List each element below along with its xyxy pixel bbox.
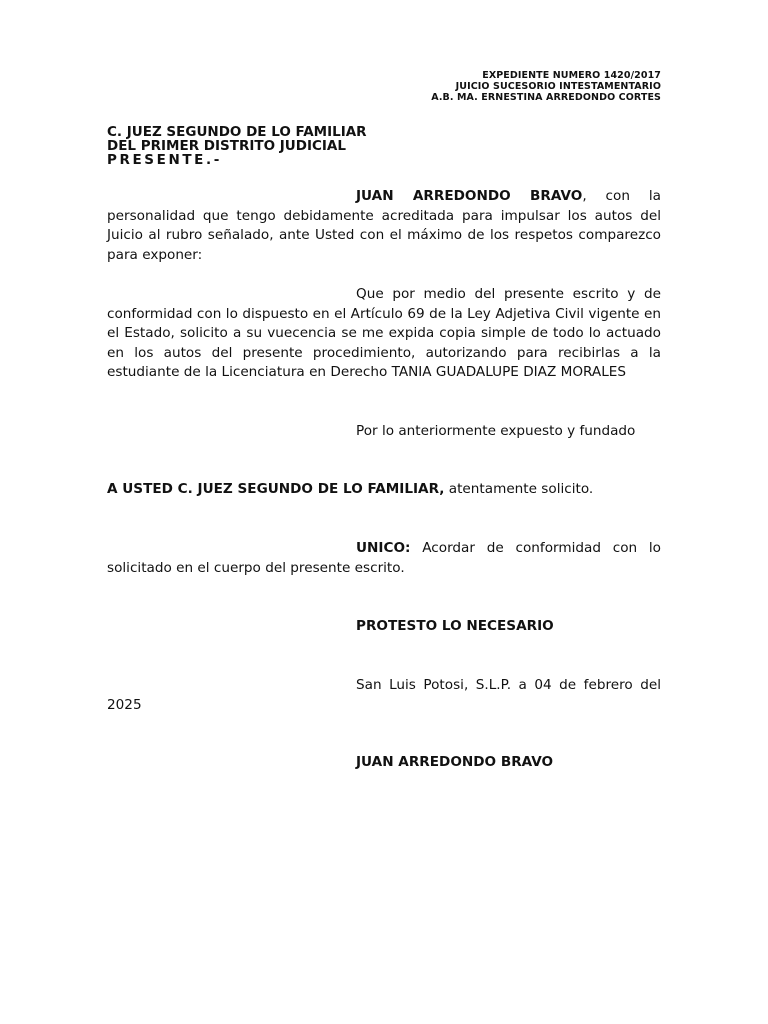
case-header bbox=[431, 70, 661, 103]
case-number: EXPEDIENTE NUMERO 1420/2017 bbox=[482, 70, 661, 81]
petition-paragraph bbox=[107, 480, 661, 500]
request-text: Que por medio del presente escrito y de conformidad con lo dispuesto en el Artículo 69 de la Ley Adjetiva Civil vigente en el Estado, solicito a su vuecencia se me expida copia simple de todo lo actuado en los autos del presente procedimiento, autorizando para recibirlas a la estudiante de la Licenciatura en Derecho TANIA GUADALUPE DIAZ MORALES bbox=[107, 286, 661, 380]
protesto-line: PROTESTO LO NECESARIO bbox=[356, 618, 554, 634]
addressee-district: DEL PRIMER DISTRITO JUDICIAL bbox=[107, 138, 346, 154]
unico-label: UNICO: bbox=[356, 540, 411, 556]
signature-name: JUAN ARREDONDO BRAVO bbox=[356, 754, 554, 770]
date-paragraph bbox=[107, 676, 661, 715]
case-type: JUICIO SUCESORIO INTESTAMENTARIO bbox=[455, 81, 661, 92]
unico-text: Acordar de conformidad con lo solicitado en el cuerpo del presente escrito. bbox=[107, 540, 661, 576]
addressee-presente: PRESENTE.- bbox=[107, 152, 222, 168]
petition-addressee: A USTED C. JUEZ SEGUNDO DE LO FAMILIAR, bbox=[107, 481, 445, 497]
intro-paragraph bbox=[107, 187, 661, 265]
closing-line: Por lo anteriormente expuesto y fundado bbox=[356, 423, 636, 439]
petitioner-name: JUAN ARREDONDO BRAVO bbox=[356, 188, 583, 204]
case-attorney: A.B. MA. ERNESTINA ARREDONDO CORTES bbox=[431, 92, 661, 103]
date-text: San Luis Potosi, S.L.P. a 04 de febrero del 2025 bbox=[107, 677, 661, 713]
addressee-judge: C. JUEZ SEGUNDO DE LO FAMILIAR bbox=[107, 124, 367, 140]
unico-paragraph bbox=[107, 539, 661, 578]
request-paragraph bbox=[107, 285, 661, 383]
intro-text: , con la personalidad que tengo debidamente acreditada para impulsar los autos del Juicio al rubro señalado, ante Usted con el máximo de los respetos comparezco para exponer: bbox=[107, 188, 661, 263]
petition-text: atentamente solicito. bbox=[444, 481, 594, 497]
addressee-block bbox=[107, 125, 367, 167]
